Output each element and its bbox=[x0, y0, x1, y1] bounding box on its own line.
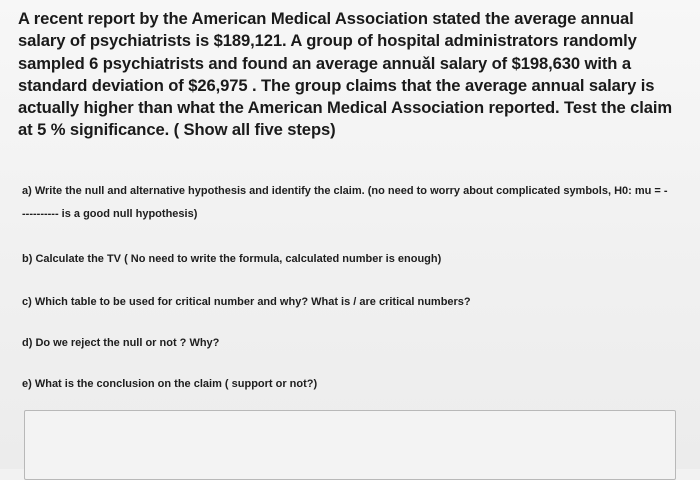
question-line: standard deviation of $26,975 . The group claims that the average annual salary is bbox=[18, 75, 655, 95]
question-line: A recent report by the American Medical Association stated the average annual bbox=[18, 9, 634, 28]
subquestion-c: c) Which table to be used for critical number and why? What is / are critical numbers? bbox=[22, 296, 471, 308]
question-text bbox=[18, 8, 690, 142]
subquestion-a: a) Write the null and alternative hypothesis and identify the claim. (no need to worry about complicated symbols, H0: mu = - bbox=[22, 185, 668, 197]
question-line: at 5 % significance. ( Show all five steps) bbox=[18, 120, 336, 140]
subquestion-a-continued: ---------- is a good null hypothesis) bbox=[22, 208, 198, 220]
subquestion-d: d) Do we reject the null or not ? Why? bbox=[22, 337, 220, 349]
answer-textbox[interactable] bbox=[24, 410, 676, 480]
subquestion-e: e) What is the conclusion on the claim ( support or not?) bbox=[22, 378, 318, 390]
question-line: sampled 6 psychiatrists and found an average annuǎl salary of $198,630 with a bbox=[18, 53, 631, 73]
subquestion-b: b) Calculate the TV ( No need to write the formula, calculated number is enough) bbox=[22, 253, 442, 265]
question-line: salary of psychiatrists is $189,121. A group of hospital administrators randomly bbox=[18, 31, 637, 51]
question-line: actually higher than what the American Medical Association reported. Test the claim bbox=[18, 98, 673, 118]
